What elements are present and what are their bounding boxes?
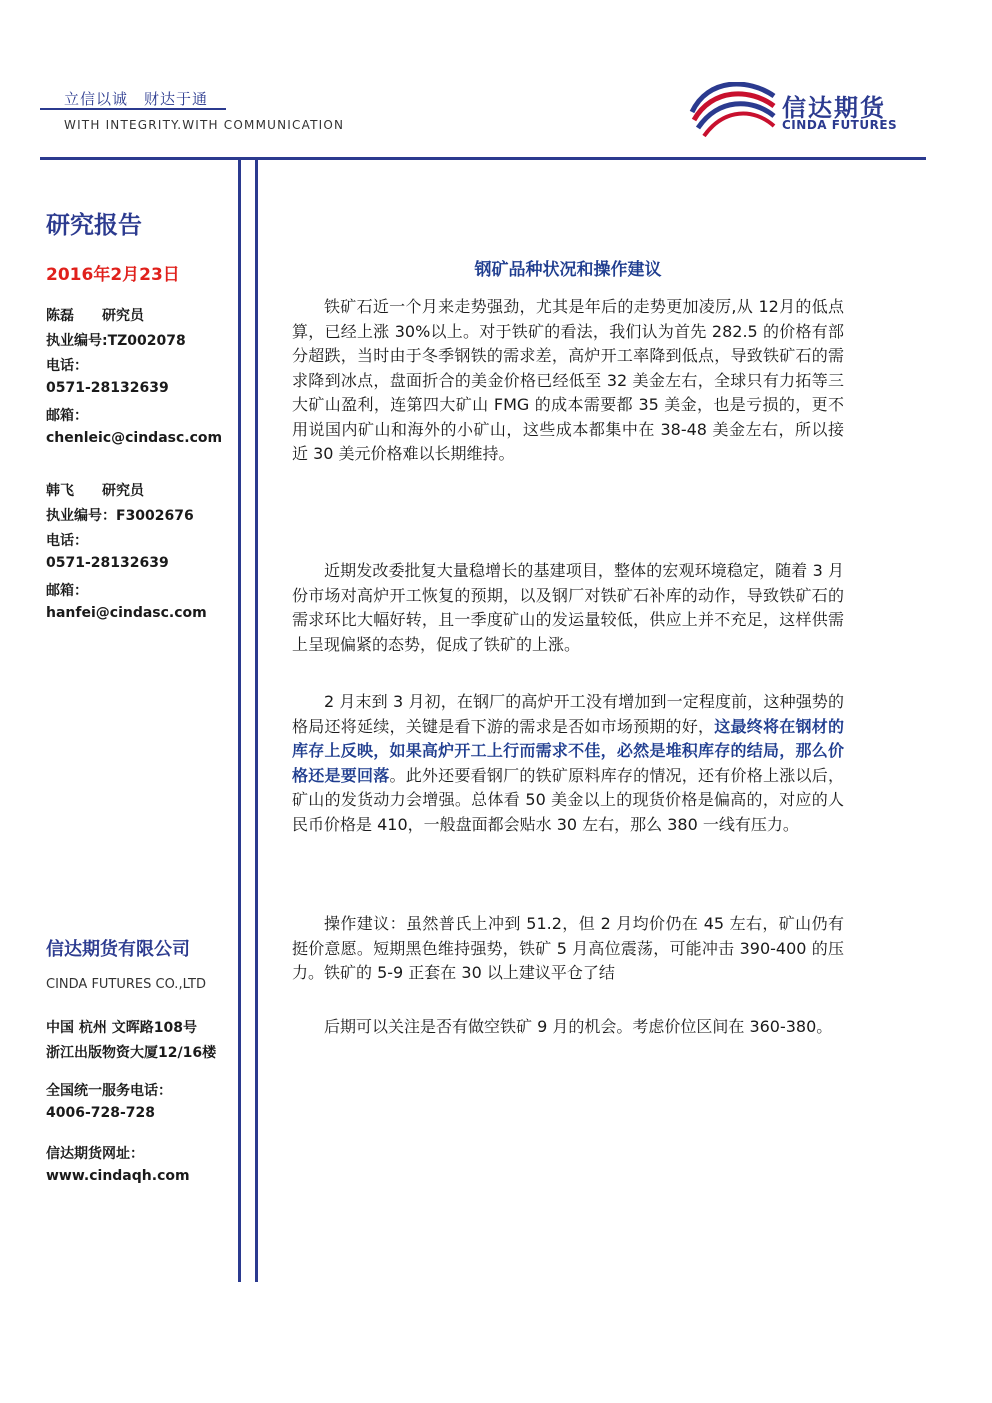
company-name-en: CINDA FUTURES CO.,LTD [46,977,206,992]
analyst-role: 研究员 [102,483,144,499]
company-address-line1: 中国 杭州 文晖路108号 [46,1020,197,1036]
email-label: 邮箱： [46,583,88,599]
slogan-en: WITH INTEGRITY.WITH COMMUNICATION [64,118,345,132]
hotline-label: 全国统一服务电话： [46,1083,172,1099]
analyst-name-row [46,480,144,500]
analyst-phone: 0571-28132639 [46,380,169,396]
article-paragraph-2: 近期发改委批复大量稳增长的基建项目，整体的宏观环境稳定，随着 3 月份市场对高炉开工恢复的预期，以及钢厂对铁矿石补库的动作，导致铁矿石的需求环比大幅好转，且一季度矿山的发运量较低，供应上并不充足，这样供需上呈现偏紧的态势，促成了铁矿的上涨。 [292,561,844,654]
analyst-email[interactable]: hanfei@cindasc.com [46,605,207,621]
emphasis-text: 这最终将在钢材的库存上反映，如果高炉开工上行而需求不佳，必然是堆积库存的结局，那么价格还是要回落 [292,716,844,785]
article-paragraph-3 [292,690,844,837]
cinda-logo-icon [688,82,778,142]
article-paragraph-4: 操作建议：虽然普氏上冲到 51.2，但 2 月均价仍在 45 左右，矿山仍有挺价意愿。短期黑色维持强势，铁矿 5 月高位震荡，可能冲击 390-400 的压力。铁矿的 5-9 正套在 30 以上建议平仓了结 [292,914,844,982]
company-name-cn: 信达期货有限公司 [46,939,190,960]
slogan-underline [40,108,226,110]
website-link[interactable]: www.cindaqh.com [46,1168,190,1184]
sidebar-divider-left [238,160,241,1282]
report-date: 2016年2月23日 [46,265,180,285]
analyst-name-row [46,305,144,325]
analyst-name: 陈磊 [46,308,74,324]
phone-label: 电话： [46,533,88,549]
analyst-role: 研究员 [102,308,144,324]
analyst-name: 韩飞 [46,483,74,499]
article-paragraph-5: 后期可以关注是否有做空铁矿 9 月的机会。考虑价位区间在 360-380。 [324,1017,833,1036]
company-address-line2: 浙江出版物资大厦12/16楼 [46,1045,217,1061]
article-paragraph-1: 铁矿石近一个月来走势强劲，尤其是年后的走势更加凌厉,从 12月的低点算，已经上涨 30%以上。对于铁矿的看法，我们认为首先 282.5 的价格有部分超跌，当时由于冬季钢铁的需求差，高炉开工率降到低点，导致铁矿石的需求降到冰点，盘面折合的美金价格已经低至 32 美金左右，全球只有力拓等三大矿山盈利，连第四大矿山 FMG 的成本需要都 35 美金，也是亏损的，更不用说国内矿山和海外的小矿山，这些成本都集中在 38-48 美金左右，所以接近 30 美元价格难以长期维持。 [292,297,844,463]
logo-text-cn: 信达期货 [782,94,886,122]
analyst-phone: 0571-28132639 [46,555,169,571]
paragraph-text: 2 月末到 3 月初，在钢厂的高炉开工没有增加到一定程度前，这种强势的格局还将延续，关键是看下游的需求是否如市场预期的好， [292,692,844,736]
website-label: 信达期货网址： [46,1146,144,1162]
analyst-email[interactable]: chenleic@cindasc.com [46,430,223,446]
hotline-number: 4006-728-728 [46,1105,156,1121]
paragraph-text: 。此外还要看钢厂的铁矿原料库存的情况，还有价格上涨以后，矿山的发货动力会增强。总体看 50 美金以上的现货价格是偏高的，对应的人民币价格是 410，一般盘面都会贴水 30 左右，那么 380 一线有压力。 [292,765,844,834]
analyst-license: 执业编号:TZ002078 [46,333,186,349]
article-title: 钢矿品种状况和操作建议 [474,260,662,280]
phone-label: 电话： [46,358,88,374]
logo-text-en: CINDA FUTURES [782,118,898,132]
analyst-license: 执业编号：F3002676 [46,508,194,524]
report-type: 研究报告 [46,211,142,239]
slogan-cn: 立信以诚 财达于通 [64,90,209,108]
email-label: 邮箱： [46,408,88,424]
header-divider [40,157,926,160]
sidebar-divider-right [255,160,258,1282]
